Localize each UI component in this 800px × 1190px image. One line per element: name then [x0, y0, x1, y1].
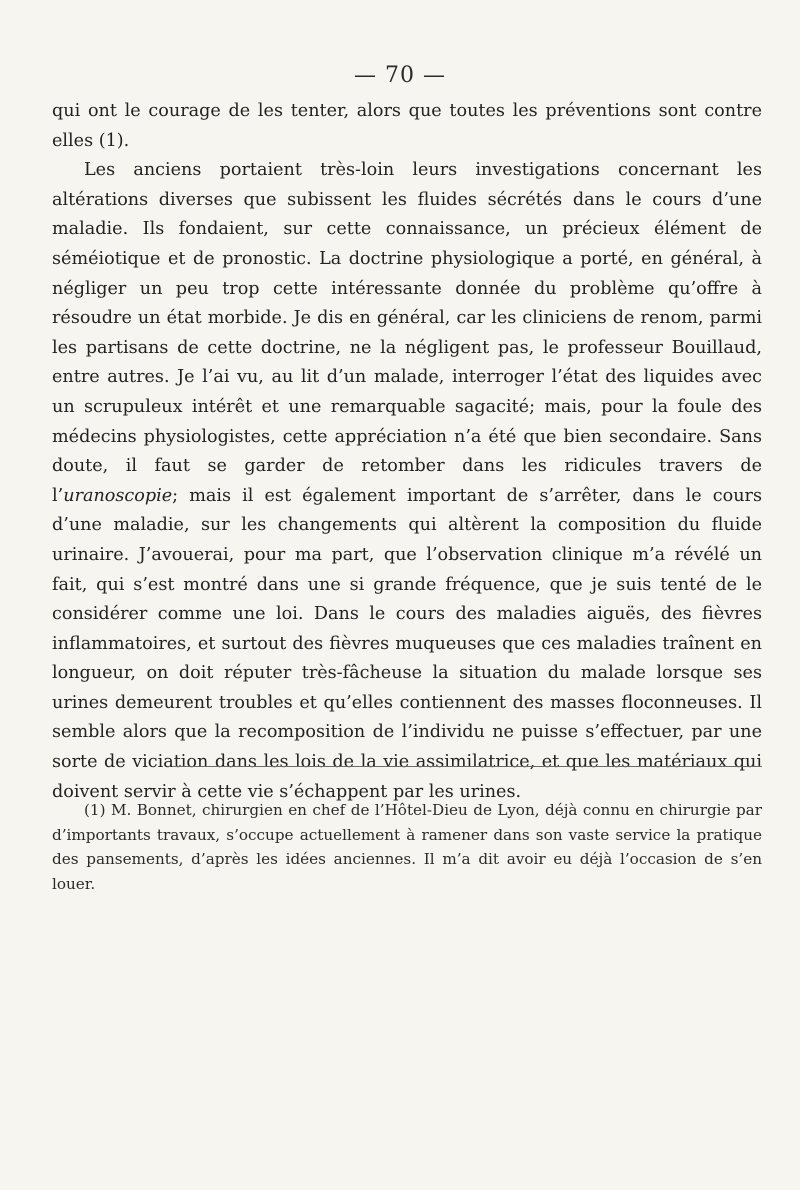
footnote: (1) M. Bonnet, chirurgien en chef de l’Hôtel-Dieu de Lyon, déjà connu en chirurgie par d’importants travaux, s’occupe actuellement à ramener dans son vaste service la pratique des pansements, d’après les idées anciennes. Il m’a dit avoir eu déjà l’occasion de s’en louer.: [52, 801, 762, 893]
paragraph-2: [52, 156, 762, 807]
page-number: — 70 —: [354, 63, 446, 88]
footnote-separator: [172, 766, 762, 767]
paragraph-1-text: qui ont le courage de les tenter, alors que toutes les préventions sont contre elles (1).: [52, 101, 762, 151]
paragraph-2-text-b: ; mais il est également important de s’arrêter, dans le cours d’une maladie, sur les changements qui altèrent la composition du fluide urinaire. J’avouerai, pour ma part, que l’observation clinique m’a révélé un fait, qui s’est montré dans une si grande fréquence, que je suis tenté de le considérer comme une loi. Dans le cours des maladies aiguës, des fièvres inflammatoires, et surtout des fièvres muqueuses que ces maladies traînent en longueur, on doit réputer très-fâcheuse la situation du malade lorsque ses urines demeurent troubles et qu’elles contiennent des masses floconneuses. Il semble alors que la recomposition de l’individu ne puisse s’effectuer, par une sorte de viciation dans les lois de la vie assimilatrice, et que les matériaux qui doivent servir à cette vie s’échappent par les urines.: [52, 485, 762, 802]
paragraph-1: [52, 97, 762, 156]
body-text: [52, 97, 762, 807]
paragraph-2-text-a: Les anciens portaient très-loin leurs investigations concernant les altérations diverses que subissent les fluides sécrétés dans le cours d’une maladie. Ils fondaient, sur cette connaissance, un précieux élément de séméiotique et de pronostic. La doctrine physiologique a porté, en général, à négliger un peu trop cette intéressante donnée du problème qu’offre à résoudre un état morbide. Je dis en général, car les cliniciens de renom, parmi les partisans de cette doctrine, ne la négligent pas, le professeur Bouillaud, entre autres. Je l’ai vu, au lit d’un malade, interroger l’état des liquides avec un scrupuleux intérêt et une remarquable sagacité; mais, pour la foule des médecins physiologistes, cette appréciation n’a été que bien secondaire. Sans doute, il faut se garder de retomber dans les ridicules travers de l’: [52, 160, 762, 506]
paragraph-2-italic-term: uranoscopie: [63, 485, 173, 506]
